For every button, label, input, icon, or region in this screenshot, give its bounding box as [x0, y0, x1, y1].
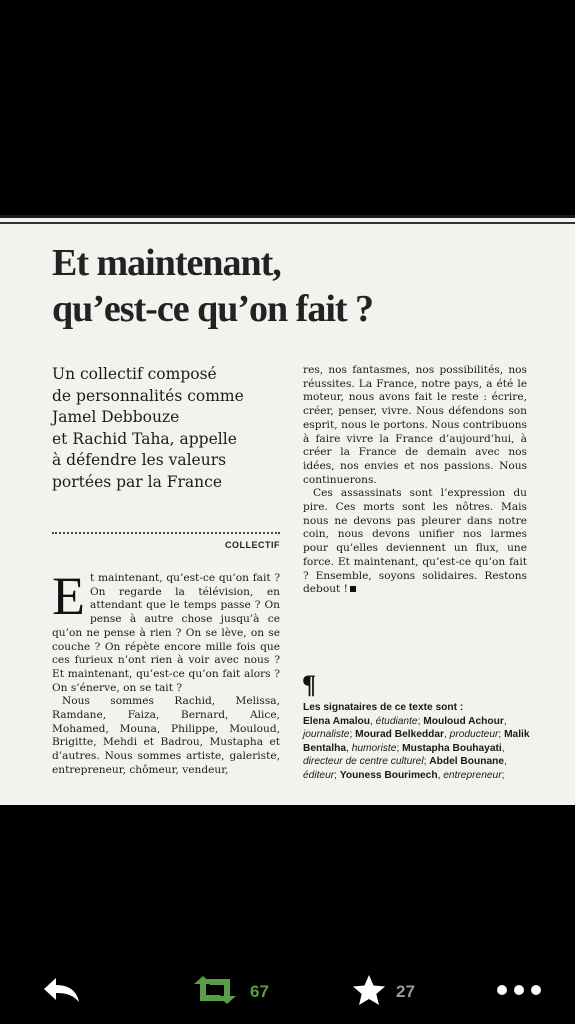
standfirst-line: et Rachid Taha, appelle — [52, 429, 237, 448]
headline-line-1: Et maintenant, — [52, 242, 281, 284]
drop-cap: E — [52, 566, 85, 626]
standfirst-line: portées par la France — [52, 472, 222, 491]
standfirst-line: de personnalités comme — [52, 386, 244, 405]
standfirst-line: Un collectif composé — [52, 365, 217, 383]
favorite-count: 27 — [396, 982, 415, 1001]
top-black-area — [0, 0, 575, 215]
reply-button[interactable] — [40, 974, 84, 1010]
body-paragraph: res, nos fantasmes, nos possibilités, nos réussites. La France, notre pays, a été le moteur, nous avons fait le reste : écrire, créer, penser, vivre. Nous défendons son esprit, nous le portons. Nous contribuons à faire vivre la France d’aujourd’hui, à créer la France de demain avec nos idées, nos envies et nos passions. Nous continuerons. — [303, 364, 527, 486]
signatory-role: producteur — [449, 729, 499, 741]
signatory-name: Mouloud Achour — [423, 715, 504, 727]
dotted-divider — [52, 532, 280, 534]
signatory-name: Mourad Belkeddar — [355, 729, 444, 741]
newspaper-photo — [0, 215, 575, 805]
retweet-icon — [190, 975, 240, 1010]
signatory-name: Mustapha Bouhayati — [402, 742, 502, 754]
signatory-role: étudiante — [375, 715, 418, 727]
body-paragraph: Nous sommes Rachid, Melissa, Ramdane, Faiza, Bernard, Alice, Mohamed, Mouna, Philippe, Mouloud, Brigitte, Mehdi et Badrou, Mustapha et d’autres. Nous sommes artiste, galeriste, entrepreneur, chômeur, vendeur, — [52, 695, 280, 776]
body-paragraph — [303, 487, 527, 597]
signatory-role: journaliste — [303, 729, 350, 741]
signatory-role: humoriste — [351, 742, 397, 754]
rule-line — [0, 222, 575, 224]
tweet-action-bar — [0, 960, 575, 1024]
retweet-button[interactable] — [190, 974, 269, 1010]
star-icon — [352, 974, 386, 1011]
retweet-count: 67 — [250, 982, 269, 1001]
bottom-black-area — [0, 805, 575, 960]
more-button[interactable] — [496, 974, 542, 1010]
reply-icon — [40, 975, 84, 1010]
article-headline — [52, 240, 522, 332]
standfirst-line: à défendre les valeurs — [52, 451, 227, 469]
body-column-left — [52, 566, 280, 778]
body-text: t maintenant, qu’est-ce qu’on fait ? On regarde la télévision, en attendant que le temps passe ? On pense à autre chose jusqu’à ce qu’on ne pense à rien ? On se lève, on se couche ? On répète encore mille fois que ces furieux n’ont rien à voir avec nous ? Et maintenant, qu’est-ce qu’on fait alors ? On s’énerve, on se tait ? — [52, 572, 280, 694]
standfirst-line: Jamel Debbouze — [52, 408, 180, 426]
signatory-name: Elena Amalou — [303, 715, 370, 727]
headline-line-2: qu’est-ce qu’on fait ? — [52, 288, 374, 330]
pilcrow-mark: ¶ — [302, 670, 317, 699]
more-icon — [496, 983, 542, 1001]
signatories-title: Les signataires de ce texte sont : — [303, 702, 464, 713]
signatories-list — [303, 701, 531, 783]
end-mark — [350, 586, 356, 592]
article-standfirst — [52, 364, 284, 493]
body-text: Ces assassinats sont l’expression du pire. Ces morts sont les nôtres. Mais nous ne devons pas pleurer dans notre coin, nous devons unifier nos larmes pour qu’elles deviennent un flux, une force. Et maintenant, qu’est-ce qu’on fait ? Ensemble, soyons solidaires. Restons debout ! — [303, 487, 527, 596]
signatories-text: Elena Amalou, étudiante; Mouloud Achour, journaliste; Mourad Belkeddar, producteur; Malik Bentalha, humoriste; Mustapha Bouhayati, directeur de centre culturel; Abdel Bounane, éditeur; Youness Bourimech, entrepreneur; — [303, 715, 530, 781]
signatory-name: Abdel Bounane — [429, 756, 505, 768]
favorite-button[interactable] — [352, 974, 415, 1010]
body-column-right — [303, 364, 527, 597]
signatory-role: directeur de centre culturel — [303, 756, 424, 768]
signatory-name: Youness Bourimech — [339, 769, 438, 781]
signatory-role: entrepreneur — [443, 769, 502, 781]
signatory-name: Malik Bentalha — [303, 729, 530, 754]
article-byline: COLLECTIF — [225, 540, 280, 550]
body-paragraph — [52, 566, 280, 695]
signatory-role: éditeur — [303, 769, 335, 781]
